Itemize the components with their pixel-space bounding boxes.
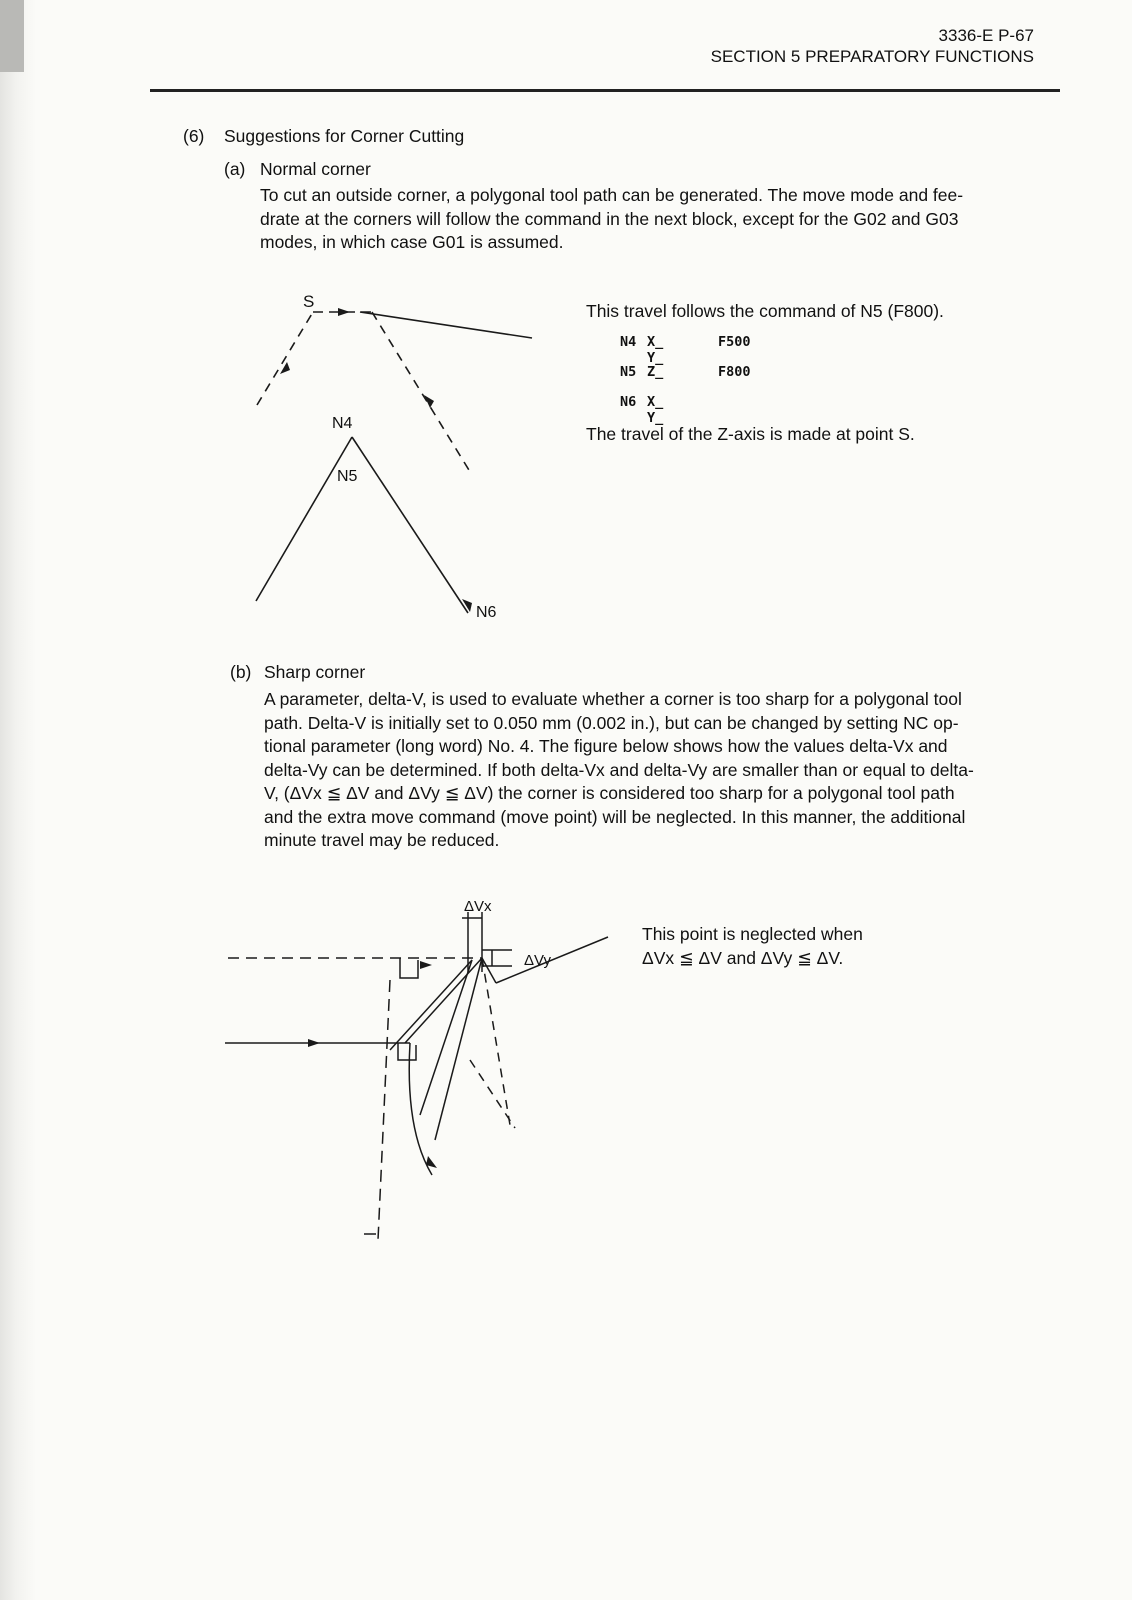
label-n5: N5 bbox=[337, 468, 358, 485]
paragraph-line: modes, in which case G01 is assumed. bbox=[260, 232, 564, 252]
vertical-dashed-line bbox=[378, 980, 390, 1240]
travel-line bbox=[360, 312, 532, 338]
paragraph-line: V, (ΔVx ≦ ΔV and ΔVy ≦ ΔV) the corner is considered too sharp for a polygonal tool path bbox=[264, 783, 955, 803]
code-line bbox=[620, 334, 751, 366]
figure2-note-line1: This point is neglected when bbox=[642, 924, 863, 944]
label-delta-vx: ΔVx bbox=[464, 900, 492, 915]
paragraph-line: path. Delta-V is initially set to 0.050 mm (0.002 in.), but can be changed by setting NC op- bbox=[264, 712, 959, 733]
arrow-head bbox=[420, 961, 432, 969]
right-angle-marker bbox=[400, 958, 418, 978]
scan-binding-mark bbox=[0, 0, 24, 72]
header-rule bbox=[150, 89, 1060, 92]
paragraph-line: tional parameter (long word) No. 4. The figure below shows how the values delta-Vx and bbox=[264, 736, 948, 756]
page-number: 3336-E P-67 bbox=[938, 26, 1034, 45]
right-angle-marker bbox=[398, 1043, 416, 1060]
arrow-head bbox=[280, 362, 290, 374]
approach-path bbox=[257, 312, 313, 405]
item-a-title: Normal corner bbox=[260, 159, 371, 179]
figure1-note-bottom: The travel of the Z-axis is made at point S. bbox=[586, 424, 915, 444]
path-n6 bbox=[352, 437, 468, 613]
code-block-number: N6 bbox=[620, 394, 637, 410]
arrow-head bbox=[308, 1039, 320, 1047]
tool-path bbox=[390, 960, 472, 1050]
code-feed: F500 bbox=[718, 334, 751, 350]
code-line bbox=[620, 394, 664, 426]
label-n6: N6 bbox=[476, 604, 497, 621]
offset-dashed-line bbox=[482, 958, 510, 1125]
section-number: (6) bbox=[183, 126, 205, 146]
code-address: X_ Y_ bbox=[647, 334, 664, 366]
code-address: Z_ bbox=[647, 364, 664, 380]
scan-edge-shadow bbox=[0, 0, 36, 1600]
tool-path bbox=[482, 958, 496, 983]
offset-dashed-line bbox=[470, 1060, 515, 1128]
code-block-number: N4 bbox=[620, 334, 637, 350]
pointer-line bbox=[496, 937, 608, 983]
figure1-note-top: This travel follows the command of N5 (F800). bbox=[586, 301, 944, 321]
arc-path bbox=[409, 1043, 432, 1175]
code-address: X_ Y_ bbox=[647, 394, 664, 426]
paragraph-line: To cut an outside corner, a polygonal tool path can be generated. The move mode and fee- bbox=[260, 185, 964, 205]
paragraph-line: A parameter, delta-V, is used to evaluate whether a corner is too sharp for a polygonal tool bbox=[264, 689, 962, 709]
descent-path bbox=[372, 312, 472, 475]
label-delta-vy: ΔVy bbox=[524, 952, 551, 969]
paragraph-line: and the extra move command (move point) will be neglected. In this manner, the additional bbox=[264, 806, 966, 827]
path-n4 bbox=[256, 437, 352, 601]
label-n4: N4 bbox=[332, 415, 353, 432]
code-block bbox=[620, 334, 751, 426]
sharp-corner-figure bbox=[220, 900, 640, 1245]
code-block-number: N5 bbox=[620, 364, 637, 380]
normal-corner-paragraph bbox=[260, 184, 1060, 255]
label-s: S bbox=[303, 292, 315, 311]
code-line bbox=[620, 364, 751, 394]
tool-path bbox=[420, 960, 472, 1115]
code-feed: F800 bbox=[718, 364, 751, 380]
sharp-corner-paragraph bbox=[264, 688, 1064, 853]
normal-corner-figure bbox=[240, 285, 560, 625]
section-title: SECTION 5 PREPARATORY FUNCTIONS bbox=[710, 47, 1034, 66]
paragraph-line: drate at the corners will follow the command in the next block, except for the G02 and G03 bbox=[260, 208, 959, 229]
item-a-label: (a) bbox=[224, 159, 246, 179]
paragraph-line: minute travel may be reduced. bbox=[264, 830, 500, 850]
subsection-title: Suggestions for Corner Cutting bbox=[224, 126, 465, 146]
figure2-note-line2: ΔVx ≦ ΔV and ΔVy ≦ ΔV. bbox=[642, 948, 844, 968]
item-b-label: (b) bbox=[230, 662, 252, 682]
item-b-title: Sharp corner bbox=[264, 662, 366, 682]
arrow-head bbox=[424, 395, 434, 408]
paragraph-line: delta-Vy can be determined. If both delta-Vx and delta-Vy are smaller than or equal to delta- bbox=[264, 759, 974, 780]
arrow-head bbox=[338, 308, 350, 316]
